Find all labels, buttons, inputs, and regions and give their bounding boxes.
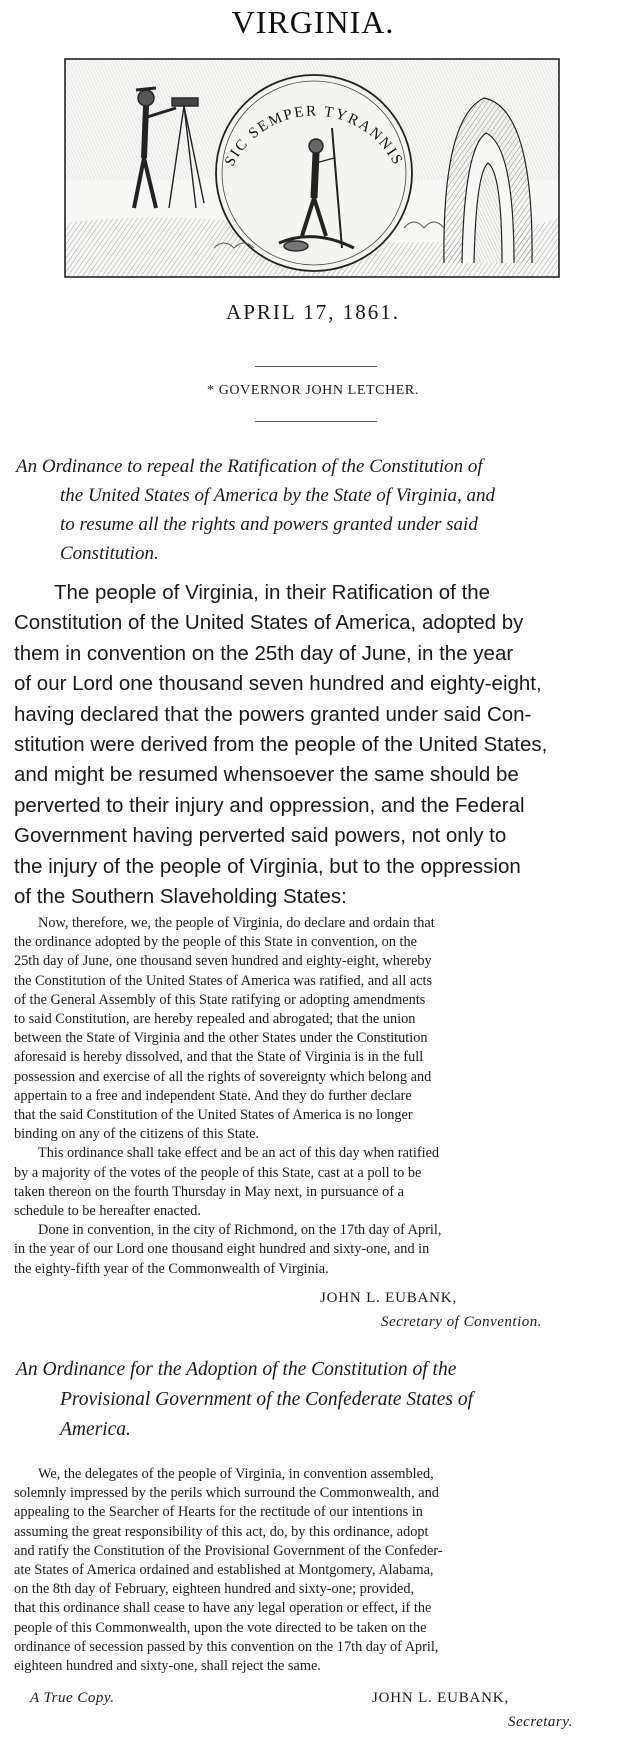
- ordinance2-title-line: Provisional Government of the Confederate States of: [60, 1389, 474, 1410]
- body-line: assuming the great responsibility of this act, do, by this ordinance, adopt: [14, 1523, 429, 1540]
- preamble-line: them in convention on the 25th day of June, in the year: [14, 641, 514, 665]
- body-line: This ordinance shall take effect and be an act of this day when ratified: [38, 1145, 440, 1162]
- proclamation-date: APRIL 17, 1861.: [226, 300, 400, 324]
- preamble-line: Government having perverted said powers, not only to: [14, 824, 507, 848]
- body-line: on the 8th day of February, eighteen hundred and sixty-one; provided,: [14, 1581, 415, 1598]
- preamble-line: The people of Virginia, in their Ratification of the: [54, 581, 491, 604]
- ordinance1-title: [16, 452, 616, 568]
- body-line: the Constitution of the United States of America was ratified, and all acts: [14, 972, 433, 989]
- body-line: appertain to a free and independent State. And they do further declare: [14, 1087, 412, 1104]
- body-line: people of this Commonwealth, upon the vote directed to be taken on the: [14, 1619, 427, 1636]
- body-line: Done in convention, in the city of Richmond, on the 17th day of April,: [38, 1222, 442, 1239]
- ordinance1-title-line: the United States of America by the State of Virginia, and: [60, 485, 495, 506]
- ordinance2-signature-role: Secretary.: [508, 1714, 573, 1730]
- body-line: 25th day of June, one thousand seven hundred and eighty-eight, whereby: [14, 953, 432, 970]
- body-line: We, the delegates of the people of Virginia, in convention assembled,: [38, 1466, 434, 1482]
- body-line: and ratify the Constitution of the Provisional Government of the Confeder-: [14, 1542, 443, 1559]
- body-line: possession and exercise of all the rights of sovereignty which belong and: [14, 1068, 432, 1085]
- virginia-seal-engraving: [64, 58, 560, 278]
- true-copy-label: A True Copy.: [30, 1690, 115, 1706]
- governor-line: * GOVERNOR JOHN LETCHER.: [207, 383, 419, 398]
- ordinance2-title-line: America.: [60, 1419, 131, 1440]
- preamble-line: Constitution of the United States of America, adopted by: [14, 611, 524, 635]
- body-line: by a majority of the votes of the people of this State, cast at a poll to be: [14, 1164, 422, 1181]
- preamble-line: stitution were derived from the people of the United States,: [14, 733, 548, 757]
- preamble-line: perverted to their injury and oppression, and the Federal: [14, 793, 525, 817]
- ordinance1-body: [14, 914, 620, 1279]
- body-line: ate States of America ordained and established at Montgomery, Alabama,: [14, 1562, 434, 1579]
- body-line: the ordinance adopted by the people of this State in convention, on the: [14, 934, 417, 951]
- ordinance1-signature-name: JOHN L. EUBANK,: [320, 1290, 457, 1306]
- body-line: binding on any of the citizens of this State.: [14, 1126, 259, 1143]
- ordinance2-body: [14, 1465, 620, 1676]
- ordinance2-title-line: An Ordinance for the Adoption of the Constitution of the: [16, 1359, 457, 1380]
- body-line: Now, therefore, we, the people of Virginia, do declare and ordain that: [38, 915, 435, 931]
- divider-rule-bottom: [255, 421, 377, 422]
- ordinance1-title-line: An Ordinance to repeal the Ratification of the Constitution of: [16, 456, 483, 477]
- body-line: ordinance of secession passed by this convention on the 17th day of April,: [14, 1638, 439, 1655]
- preamble-line: of our Lord one thousand seven hundred and eighty-eight,: [14, 672, 542, 696]
- ordinance1-title-line: to resume all the rights and powers granted under said: [60, 514, 478, 535]
- body-line: that the said Constitution of the United States of America is no longer: [14, 1107, 413, 1124]
- ordinance1-preamble: [14, 578, 620, 912]
- body-line: schedule to be hereafter enacted.: [14, 1203, 201, 1220]
- body-line: solemnly impressed by the perils which surround the Commonwealth, and: [14, 1485, 439, 1502]
- body-line: appealing to the Searcher of Hearts for the rectitude of our intentions in: [14, 1504, 423, 1521]
- divider-rule-top: [255, 366, 377, 367]
- preamble-line: having declared that the powers granted under said Con-: [14, 702, 532, 726]
- seal-motto: SIC SEMPER TYRANNIS: [221, 103, 407, 169]
- ordinance2-title: [16, 1355, 616, 1445]
- body-line: aforesaid is hereby dissolved, and that the State of Virginia is in the full: [14, 1049, 424, 1066]
- preamble-line: the injury of the people of Virginia, but to the oppression: [14, 854, 521, 878]
- preamble-line: and might be resumed whensoever the same should be: [14, 763, 519, 787]
- body-line: between the State of Virginia and the other States under the Constitution: [14, 1030, 428, 1047]
- seal-illustration: [64, 58, 560, 278]
- body-line: eighteen hundred and sixty-one, shall reject the same.: [14, 1658, 321, 1675]
- body-line: of the General Assembly of this State ratifying or adopting amendments: [14, 991, 426, 1008]
- body-line: to said Constitution, are hereby repealed and abrogated; that the union: [14, 1011, 416, 1028]
- ordinance2-signature-name: JOHN L. EUBANK,: [372, 1690, 509, 1706]
- body-line: that this ordinance shall cease to have any legal operation or effect, if the: [14, 1600, 432, 1617]
- page-title: VIRGINIA.: [231, 4, 395, 40]
- preamble-line: of the Southern Slaveholding States:: [14, 885, 347, 909]
- ordinance1-signature-role: Secretary of Convention.: [381, 1314, 542, 1330]
- body-line: taken thereon on the fourth Thursday in May next, in pursuance of a: [14, 1183, 405, 1200]
- ordinance1-title-line: Constitution.: [60, 543, 159, 564]
- body-line: in the year of our Lord one thousand eight hundred and sixty-one, and in: [14, 1241, 430, 1258]
- body-line: the eighty-fifth year of the Commonwealth of Virginia.: [14, 1260, 329, 1277]
